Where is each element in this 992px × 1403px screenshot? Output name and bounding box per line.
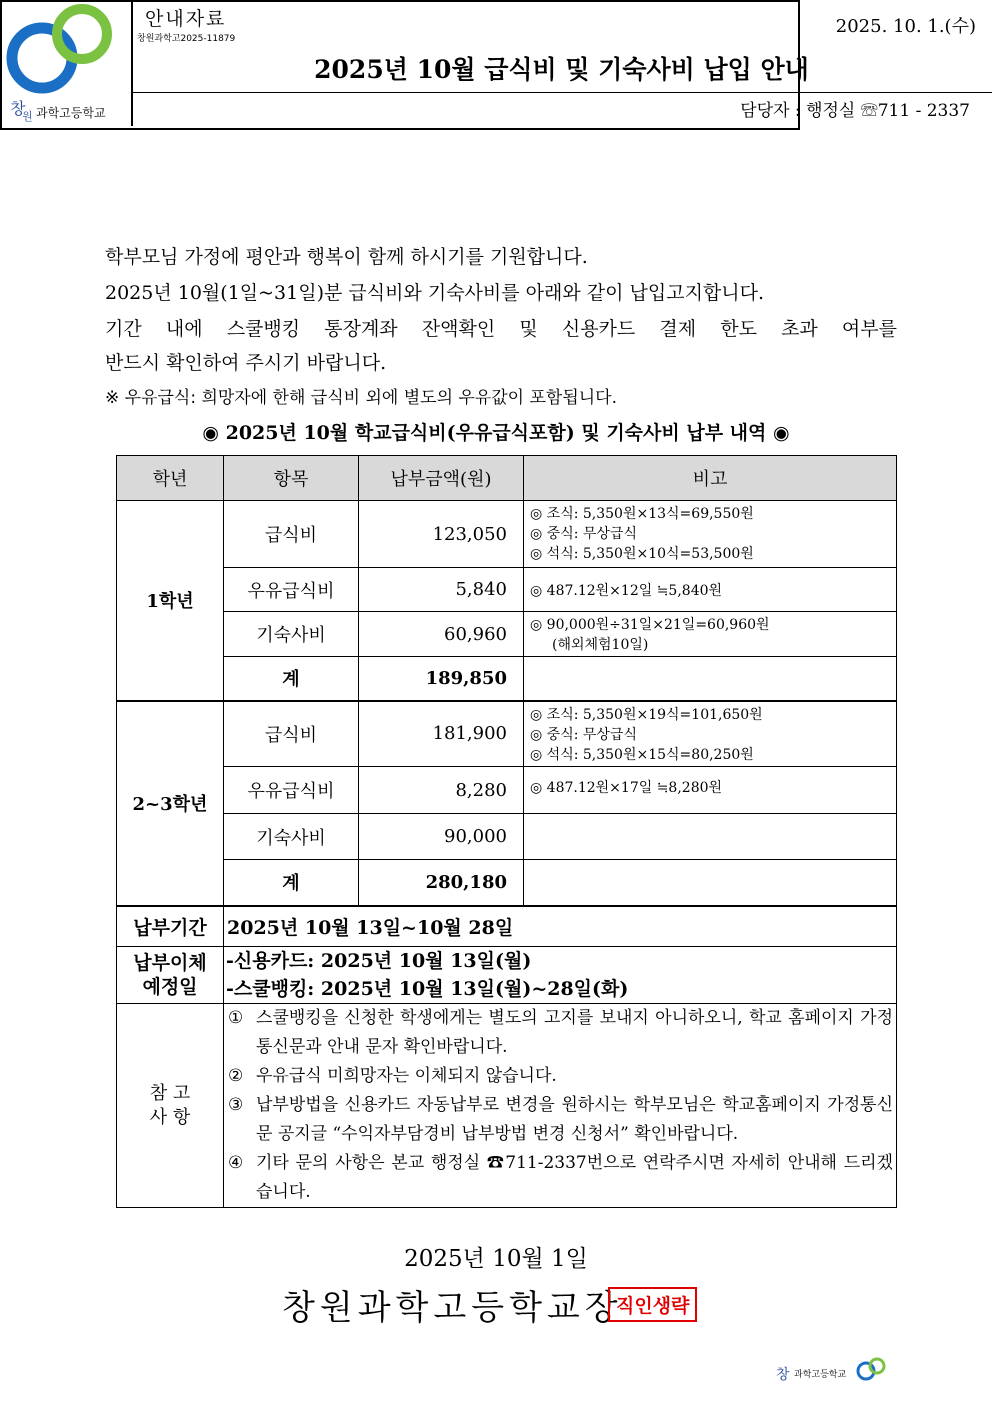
list-item	[228, 1062, 893, 1091]
reference-label-line: 참 고	[149, 1082, 191, 1104]
remark-cell	[524, 701, 897, 767]
issue-date: 2025년 10월 1일	[404, 1246, 588, 1272]
reference-label	[117, 1004, 224, 1208]
table-row	[117, 501, 897, 568]
payment-table	[116, 455, 897, 1208]
remark-line: ◎ 중식: 무상급식	[530, 726, 637, 743]
amount-cell: 123,050	[359, 501, 524, 568]
svg-text:원: 원	[22, 110, 33, 123]
list-item	[228, 1004, 893, 1062]
intro-line-1: 학부모님 가정에 평안과 행복이 함께 하시기를 기원합니다.	[105, 246, 588, 268]
remark-cell	[524, 657, 897, 701]
contact-info: 담당자 : 행정실 ☏711 - 2337	[740, 101, 970, 121]
logo-school-name: 과학고등학교	[36, 106, 106, 120]
ref-number: ④	[228, 1153, 244, 1173]
table-row	[117, 612, 897, 657]
remark-line: ◎ 석식: 5,350원×10식=53,500원	[530, 546, 754, 562]
remark-line: ◎ 487.12원×17일 ≒8,280원	[530, 780, 723, 796]
header-remark: 비고	[524, 456, 897, 501]
ref-number: ③	[228, 1095, 244, 1115]
ref-number: ①	[228, 1008, 244, 1028]
table-header-row	[117, 456, 897, 501]
document-date: 2025. 10. 1.(수)	[835, 16, 976, 37]
table-row	[117, 767, 897, 814]
item-cell: 계	[224, 657, 359, 701]
transfer-bank: -스쿨뱅킹: 2025년 10월 13일(월)~28일(화)	[226, 978, 629, 1000]
reference-label-line: 사 항	[149, 1106, 191, 1128]
intro-line-2: 2025년 10월(1일~31일)분 급식비와 기숙사비를 아래와 같이 납입고지합니다.	[105, 282, 765, 304]
amount-cell: 90,000	[359, 814, 524, 860]
period-value: 2025년 10월 13일~10월 28일	[224, 906, 897, 947]
svg-text:창: 창	[776, 1367, 790, 1383]
document-title: 2025년 10월 급식비 및 기숙사비 납입 안내	[314, 55, 809, 84]
transfer-label	[117, 947, 224, 1004]
list-item	[228, 1091, 893, 1149]
item-cell: 우유급식비	[224, 767, 359, 814]
item-cell: 계	[224, 860, 359, 906]
remark-line: (해외체험10일)	[552, 637, 649, 653]
table-row	[117, 860, 897, 906]
amount-cell: 280,180	[359, 860, 524, 906]
document-header	[0, 0, 976, 130]
remark-cell	[524, 860, 897, 906]
footer-logo	[776, 1355, 898, 1391]
table-row	[117, 814, 897, 860]
remark-cell	[524, 814, 897, 860]
seal-omitted-stamp: 직인생략	[608, 1287, 697, 1322]
header-item: 항목	[224, 456, 359, 501]
payment-period-row	[117, 906, 897, 947]
document-number: 창원과학고2025-11879	[137, 34, 236, 44]
remark-line: ◎ 487.12원×12일 ≒5,840원	[530, 583, 723, 599]
footer-logo-text: 과학고등학교	[794, 1370, 847, 1380]
header-amount: 납부금액(원)	[359, 456, 524, 501]
amount-cell: 60,960	[359, 612, 524, 657]
header-grade: 학년	[117, 456, 224, 501]
table-title: ◉ 2025년 10월 학교급식비(우유급식포함) 및 기숙사비 납부 내역 ◉	[202, 422, 790, 444]
amount-cell: 189,850	[359, 657, 524, 701]
period-label: 납부기간	[117, 906, 224, 947]
remark-cell	[524, 612, 897, 657]
table-row	[117, 701, 897, 767]
item-cell: 기숙사비	[224, 612, 359, 657]
ref-text: 기타 문의 사항은 본교 행정실 ☎711-2337번으로 연락주시면 자세히 안내해 드리겠습니다.	[256, 1153, 893, 1202]
principal-signature: 창원과학고등학교장	[282, 1288, 623, 1328]
reference-row	[117, 1004, 897, 1208]
remark-line: ◎ 중식: 무상급식	[530, 526, 637, 542]
grade-label: 2~3학년	[117, 701, 224, 906]
ref-text: 우유급식 미희망자는 이체되지 않습니다.	[256, 1066, 557, 1086]
remark-cell	[524, 568, 897, 612]
table-row	[117, 568, 897, 612]
school-logo	[0, 0, 133, 126]
ref-text: 납부방법을 신용카드 자동납부로 변경을 원하시는 학부모님은 학교홈페이지 가정통신문 공지글 “수익자부담경비 납부방법 변경 신청서” 확인바랍니다.	[256, 1095, 893, 1144]
intro-line-3: 기간 내에 스쿨뱅킹 통장계좌 잔액확인 및 신용카드 결제 한도 초과 여부를	[105, 318, 897, 340]
svg-text:창: 창	[10, 99, 26, 118]
ref-text: 스쿨뱅킹을 신청한 학생에게는 별도의 고지를 보내지 아니하오니, 학교 홈페이지 가정통신문과 안내 문자 확인바랍니다.	[256, 1008, 893, 1057]
notice-label: 안내자료	[145, 8, 227, 30]
item-cell: 우유급식비	[224, 568, 359, 612]
transfer-date-row	[117, 947, 897, 1004]
remark-cell	[524, 767, 897, 814]
reference-list	[224, 1004, 897, 1208]
amount-cell: 181,900	[359, 701, 524, 767]
remark-line: ◎ 조식: 5,350원×13식=69,550원	[530, 506, 754, 522]
list-item	[228, 1149, 893, 1207]
remark-line: ◎ 석식: 5,350원×15식=80,250원	[530, 746, 754, 763]
remark-line: ◎ 조식: 5,350원×19식=101,650원	[530, 706, 763, 723]
table-row	[117, 657, 897, 701]
intro-line-4: 반드시 확인하여 주시기 바랍니다.	[105, 352, 387, 374]
ref-number: ②	[228, 1066, 244, 1086]
milk-note: ※ 우유급식: 희망자에 한해 급식비 외에 별도의 우유값이 포함됩니다.	[105, 388, 617, 408]
item-cell: 급식비	[224, 701, 359, 767]
item-cell: 급식비	[224, 501, 359, 568]
transfer-values	[224, 947, 897, 1004]
item-cell: 기숙사비	[224, 814, 359, 860]
amount-cell: 8,280	[359, 767, 524, 814]
remark-line: ◎ 90,000원÷31일×21일=60,960원	[530, 617, 770, 633]
amount-cell: 5,840	[359, 568, 524, 612]
transfer-card: -신용카드: 2025년 10월 13일(월)	[226, 950, 532, 972]
grade-label: 1학년	[117, 501, 224, 701]
transfer-label-line: 납부이체	[133, 952, 207, 974]
transfer-label-line: 예정일	[142, 976, 198, 998]
remark-cell	[524, 501, 897, 568]
